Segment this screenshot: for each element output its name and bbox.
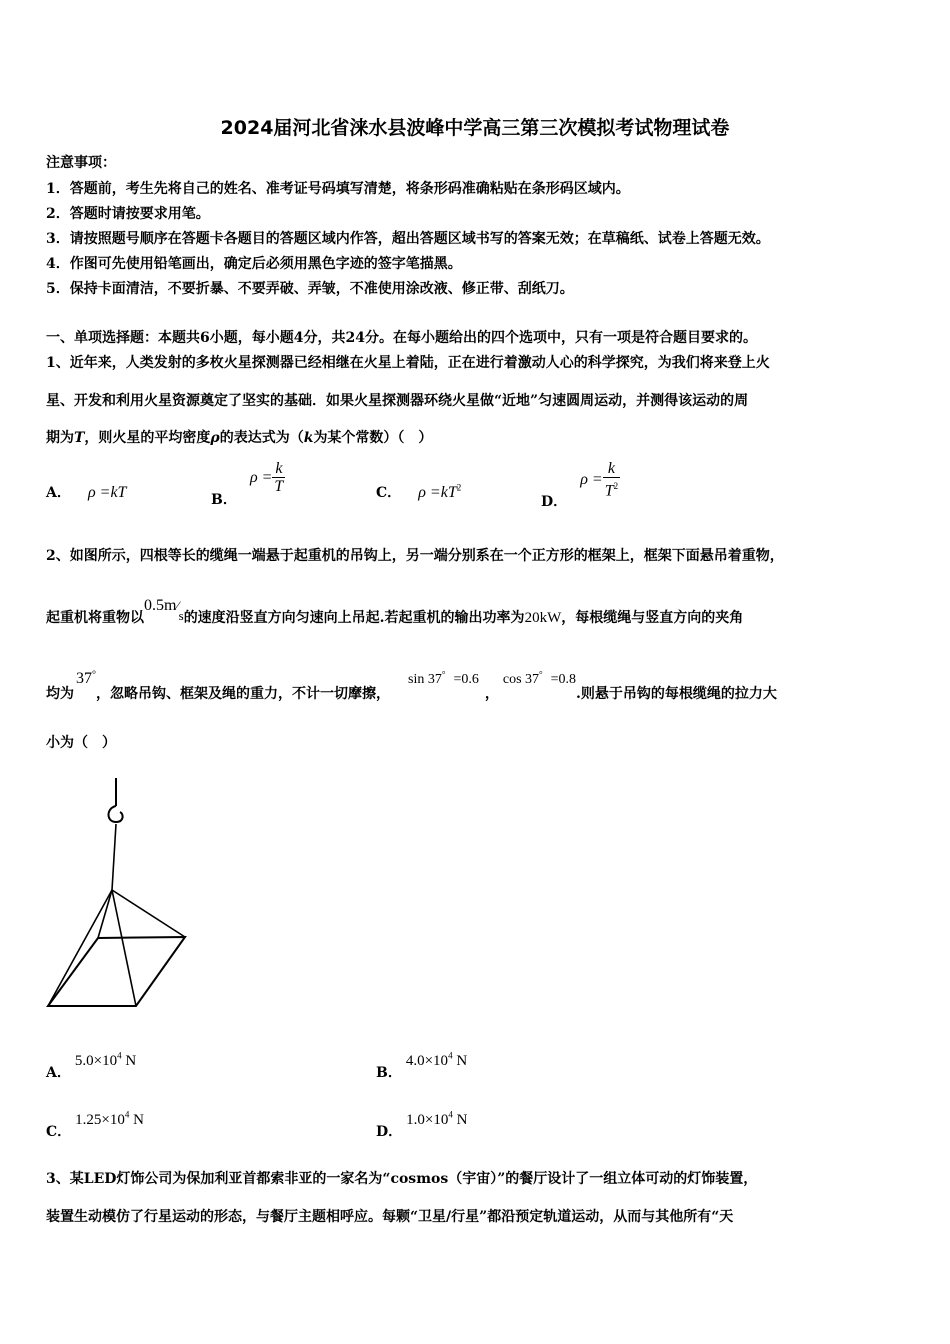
notice-item: 3．请按照题号顺序在答题卡各题目的答题区域内作答，超出答题区域书写的答案无效；在草稿纸、试卷上答题无效。 bbox=[46, 231, 770, 247]
question-3-text: 装置生动模仿了行星运动的形态，与餐厅主题相呼应。每颗“卫星/行星”都沿预定轨道运动，从而与其他所有“天 bbox=[46, 1209, 734, 1225]
crane-frame-figure bbox=[40, 770, 200, 1015]
page-title: 2024届河北省涞水县波峰中学高三第三次模拟考试物理试卷 bbox=[220, 117, 730, 139]
fraction-k-over-t: $\frac{k}{T}$ bbox=[274, 460, 284, 495]
square-frame bbox=[48, 937, 185, 1006]
question-1-text: 星、开发和利用火星资源奠定了坚实的基础．如果火星探测器环绕火星做“近地”匀速圆周运动，并测得该运动的周 bbox=[46, 393, 749, 409]
question-2-text: 2、如图所示，四根等长的缆绳一端悬于起重机的吊钩上，另一端分别系在一个正方形的框架上，框架下面悬吊着重物， bbox=[46, 548, 784, 564]
question-1-text: 1、近年来，人类发射的多枚火星探测器已经相继在火星上着陆，正在进行着激动人心的科学探究，为我们将来登上火 bbox=[46, 355, 770, 371]
option-a[interactable]: A．$5.0\times 10^4$ N bbox=[46, 1050, 137, 1081]
question-3-text: 3、某LED灯饰公司为保加利亚首都索非亚的一家名为“cosmos（宇宙）”的餐厅设计了一组立体可动的灯饰装置， bbox=[46, 1171, 758, 1187]
var-k: k bbox=[303, 430, 314, 446]
option-d[interactable]: D． ρ = $\frac{k}{T^2}$ bbox=[541, 460, 619, 511]
var-t: T bbox=[74, 430, 85, 446]
fraction-k-over-t-squared: $\frac{k}{T^2}$ bbox=[604, 460, 619, 500]
question-2-text: 均为37°，忽略吊钩、框架及绳的重力，不计一切摩擦，sin 37° =0.6，cos 37° =0.8.则悬于吊钩的每根缆绳的拉力大 bbox=[46, 669, 777, 702]
option-b[interactable]: B．$4.0\times 10^4$ N bbox=[376, 1050, 468, 1081]
notice-item: 4．作图可先使用铅笔画出，确定后必须用黑色字迹的签字笔描黑。 bbox=[46, 256, 462, 272]
option-a[interactable]: A． ρ =kT bbox=[46, 484, 127, 501]
option-d[interactable]: D．$1.0\times 10^4$ N bbox=[376, 1109, 468, 1140]
section-heading: 一、单项选择题：本题共6小题，每小题4分，共24分。在每小题给出的四个选项中，只有一项是符合题目要求的。 bbox=[46, 330, 757, 346]
var-rho: ρ bbox=[210, 430, 220, 446]
option-c[interactable]: C．$1.25\times 10^4$ N bbox=[46, 1109, 144, 1140]
hook-icon bbox=[109, 778, 123, 822]
question-2-text: 起重机将重物以0.5m⁄s的速度沿竖直方向匀速向上吊起.若起重机的输出功率为20kW，每根缆绳与竖直方向的夹角 bbox=[46, 597, 744, 626]
notice-item: 2．答题时请按要求用笔。 bbox=[46, 206, 210, 222]
notice-item: 1．答题前，考生先将自己的姓名、准考证号码填写清楚，将条形码准确粘贴在条形码区域内。 bbox=[46, 181, 630, 197]
option-b[interactable]: B． ρ = $\frac{k}{T}$ bbox=[211, 460, 284, 508]
notice-heading: 注意事项： bbox=[46, 155, 116, 171]
question-2-text: 小为（ ） bbox=[46, 735, 116, 751]
notice-item: 5．保持卡面清洁，不要折暴、不要弄破、弄皱，不准使用涂改液、修正带、刮纸刀。 bbox=[46, 281, 574, 297]
option-c[interactable]: C． $\rho =kT^2$ bbox=[376, 482, 462, 501]
question-1-text: 期为T，则火星的平均密度ρ的表达式为（k为某个常数）（ ） bbox=[46, 430, 433, 446]
